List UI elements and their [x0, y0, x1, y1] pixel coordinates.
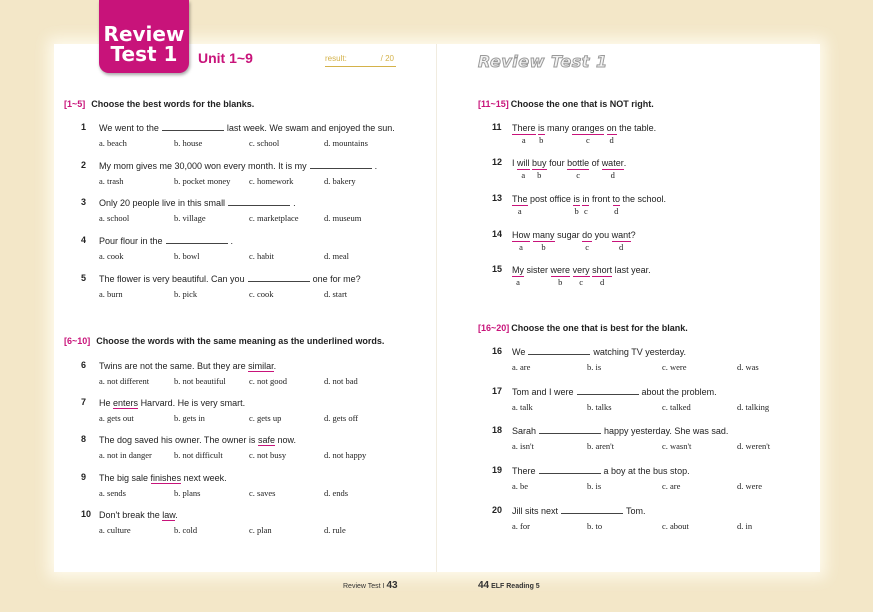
word: water	[601, 158, 624, 168]
letter-c: c	[585, 135, 590, 145]
word: of	[591, 158, 600, 168]
letter-d: d	[599, 277, 605, 287]
marked-word-b[interactable]	[538, 122, 545, 145]
question-number: 8	[81, 434, 87, 444]
tab-title-line2: Test 1	[110, 42, 178, 66]
option-b[interactable]: b. plans	[174, 488, 201, 498]
marked-word-a[interactable]	[512, 122, 536, 145]
option-a[interactable]: a. cook	[99, 251, 124, 261]
section-range: [16~20]	[478, 323, 510, 333]
word: ?	[630, 230, 636, 240]
answer-options	[99, 525, 439, 537]
answer-blank	[248, 273, 310, 282]
option-b[interactable]: b. pocket money	[174, 176, 231, 186]
section-header-3	[478, 99, 654, 109]
answer-options	[512, 521, 802, 533]
answer-options	[99, 289, 439, 301]
word: do	[582, 230, 593, 240]
underlined-word: law	[162, 510, 176, 520]
option-d[interactable]: d. were	[737, 481, 763, 491]
option-d[interactable]: d. start	[324, 289, 348, 299]
underlined-word: enters	[113, 398, 139, 408]
word: in	[582, 194, 590, 204]
question-16	[492, 346, 802, 374]
question-text: He	[99, 398, 111, 408]
section-range: [1~5]	[64, 99, 86, 109]
option-a[interactable]: a. burn	[99, 289, 123, 299]
answer-blank	[528, 346, 590, 355]
option-a[interactable]: a. are	[512, 362, 531, 372]
question-number: 6	[81, 360, 87, 370]
word: is	[538, 123, 545, 133]
question-number: 20	[492, 505, 503, 515]
answer-blank	[577, 386, 639, 395]
tab-title	[101, 24, 187, 64]
question-3	[81, 197, 439, 225]
marked-word-b[interactable]	[532, 157, 547, 180]
section-header-4	[478, 323, 688, 333]
answer-options	[99, 488, 439, 500]
answer-blank	[561, 505, 623, 514]
question-text: next week.	[183, 473, 227, 483]
question-text: one for me?	[312, 274, 361, 284]
question-number: 7	[81, 397, 87, 407]
word: were	[550, 265, 571, 275]
marked-word-a[interactable]	[512, 193, 528, 216]
question-number: 16	[492, 346, 503, 356]
option-b[interactable]: b. not difficult	[174, 450, 223, 460]
option-c[interactable]: c. were	[662, 362, 687, 372]
option-a[interactable]: a. isn't	[512, 441, 534, 451]
question-text: watching TV yesterday.	[593, 347, 687, 357]
question-10	[81, 509, 439, 537]
question-text: now.	[277, 435, 296, 445]
question-text: My mom gives me 30,000 won every month. It is my	[99, 161, 307, 171]
section-range: [11~15]	[478, 99, 509, 109]
letter-a: a	[519, 242, 523, 252]
underlined-word: finishes	[150, 473, 182, 483]
footer-right	[478, 580, 540, 591]
question-12	[492, 157, 627, 180]
option-b[interactable]: b. cold	[174, 525, 198, 535]
letter-c: c	[576, 170, 581, 180]
option-c[interactable]: c. habit	[249, 251, 275, 261]
question-4	[81, 235, 439, 263]
section-instruction: Choose the words with the same meaning as the underlined words.	[96, 336, 385, 346]
word: many	[532, 230, 555, 240]
word: the school.	[622, 194, 667, 204]
option-a[interactable]: a. not in danger	[99, 450, 152, 460]
marked-word-c[interactable]	[582, 229, 593, 252]
question-number: 9	[81, 472, 87, 482]
marked-word-b[interactable]	[550, 264, 571, 287]
option-d[interactable]: d. museum	[324, 213, 362, 223]
footer-label: ELF Reading 5	[491, 583, 540, 590]
letter-c: c	[585, 242, 589, 252]
option-d[interactable]: d. in	[737, 521, 753, 531]
question-6	[81, 360, 439, 388]
question-19	[492, 465, 802, 493]
word: on	[606, 123, 617, 133]
word: My	[512, 265, 524, 275]
answer-blank	[162, 122, 224, 131]
answer-blank	[310, 160, 372, 169]
question-text: .	[293, 198, 296, 208]
question-9	[81, 472, 439, 500]
question-20	[492, 505, 802, 533]
word: to	[612, 194, 621, 204]
option-a[interactable]: a. sends	[99, 488, 126, 498]
section-header-2	[64, 336, 384, 346]
question-number: 2	[81, 160, 87, 170]
question-number: 18	[492, 425, 503, 435]
marked-word-d[interactable]	[601, 157, 624, 180]
option-c[interactable]: c. cook	[249, 289, 274, 299]
question-text: We	[512, 347, 526, 357]
option-b[interactable]: b. talks	[587, 402, 612, 412]
question-number: 17	[492, 386, 503, 396]
answer-blank	[228, 197, 290, 206]
question-13	[492, 193, 667, 216]
option-d[interactable]: d. bakery	[324, 176, 356, 186]
word: sister	[526, 265, 549, 275]
option-d[interactable]: d. ends	[324, 488, 349, 498]
section-instruction: Choose the one that is NOT right.	[510, 99, 654, 109]
question-number: 14	[492, 229, 503, 239]
question-text: .	[374, 161, 378, 171]
question-2	[81, 160, 439, 188]
question-17	[492, 386, 802, 414]
answer-options	[99, 376, 439, 388]
question-text: The flower is very beautiful. Can you	[99, 274, 245, 284]
letter-b: b	[537, 170, 542, 180]
answer-blank	[166, 235, 228, 244]
result-field	[325, 54, 396, 67]
option-a[interactable]: a. school	[99, 213, 130, 223]
option-a[interactable]: a. culture	[99, 525, 131, 535]
word: The	[512, 194, 528, 204]
option-b[interactable]: b. to	[587, 521, 603, 531]
option-c[interactable]: c. are	[662, 481, 681, 491]
section-instruction: Choose the best words for the blanks.	[91, 99, 255, 109]
option-b[interactable]: b. aren't	[587, 441, 615, 451]
letter-c: c	[579, 277, 583, 287]
page-number: 43	[386, 580, 398, 591]
word: front	[591, 194, 610, 204]
word: short	[592, 265, 613, 275]
question-text: Sarah	[512, 426, 537, 436]
option-c[interactable]: c. homework	[249, 176, 294, 186]
question-number: 10	[81, 509, 92, 519]
letter-a: a	[517, 206, 522, 216]
option-d[interactable]: d. was	[737, 362, 759, 372]
page-number: 44	[478, 580, 490, 591]
answer-options	[99, 450, 439, 462]
section-range: [6~10]	[64, 336, 91, 346]
answer-options	[512, 362, 802, 374]
question-text: Tom and I were	[512, 387, 574, 397]
marked-word-d[interactable]	[612, 193, 621, 216]
question-text: The big sale	[99, 473, 149, 483]
option-c[interactable]: c. not good	[249, 376, 288, 386]
question-number: 15	[492, 264, 503, 274]
footer-left	[343, 580, 398, 591]
letter-b: b	[574, 206, 579, 216]
question-text: Only 20 people live in this small	[99, 198, 226, 208]
word: sugar	[557, 230, 580, 240]
marked-word-b[interactable]	[532, 229, 555, 252]
question-text: The dog saved his owner. The owner is	[99, 435, 256, 445]
question-text: .	[273, 361, 277, 371]
option-b[interactable]: b. house	[174, 138, 203, 148]
question-11	[492, 122, 657, 145]
marked-word-c[interactable]	[571, 122, 605, 145]
result-label: result:	[325, 54, 347, 63]
letter-b: b	[558, 277, 563, 287]
question-text: Jill sits next	[512, 506, 559, 516]
option-d[interactable]: d. meal	[324, 251, 350, 261]
word: very	[572, 265, 590, 275]
question-text: We went to the	[99, 123, 159, 133]
marked-word-c[interactable]	[582, 193, 590, 216]
word: bottle	[567, 158, 590, 168]
question-number: 11	[492, 122, 502, 132]
word: I	[512, 158, 515, 168]
question-text: There	[512, 466, 536, 476]
option-a[interactable]: a. gets out	[99, 413, 134, 423]
question-1	[81, 122, 439, 150]
word: oranges	[571, 123, 605, 133]
marked-word-c[interactable]	[567, 157, 590, 180]
underlined-word: safe	[257, 435, 275, 445]
marked-word-b[interactable]	[573, 193, 580, 216]
result-score: / 20	[380, 54, 394, 63]
letter-a: a	[521, 170, 526, 180]
option-a[interactable]: a. beach	[99, 138, 127, 148]
right-page-title: Review Test 1	[478, 52, 608, 71]
letter-c: c	[584, 206, 588, 216]
letter-a: a	[521, 135, 526, 145]
word: .	[623, 158, 627, 168]
option-c[interactable]: c. plan	[249, 525, 272, 535]
option-c[interactable]: c. wasn't	[662, 441, 692, 451]
question-text: Pour flour in the	[99, 236, 163, 246]
question-7	[81, 397, 439, 425]
question-text: Twins are not the same. But they are	[99, 361, 246, 371]
answer-options	[99, 213, 439, 225]
word: want	[611, 230, 631, 240]
marked-word-a[interactable]	[517, 157, 530, 180]
answer-options	[512, 441, 802, 453]
question-number: 5	[81, 273, 87, 283]
answer-options	[512, 481, 802, 493]
marked-word-d[interactable]	[606, 122, 617, 145]
marked-word-a[interactable]	[512, 229, 531, 252]
marked-word-d[interactable]	[592, 264, 613, 287]
option-c[interactable]: c. not busy	[249, 450, 287, 460]
option-c[interactable]: c. saves	[249, 488, 276, 498]
option-c[interactable]: c. marketplace	[249, 213, 299, 223]
answer-options	[99, 176, 439, 188]
question-8	[81, 434, 439, 462]
unit-label: Unit 1~9	[198, 50, 253, 66]
option-d[interactable]: d. weren't	[737, 441, 771, 451]
option-a[interactable]: a. for	[512, 521, 530, 531]
option-d[interactable]: d. mountains	[324, 138, 368, 148]
option-b[interactable]: b. pick	[174, 289, 198, 299]
question-5	[81, 273, 439, 301]
letter-b: b	[539, 135, 544, 145]
option-c[interactable]: c. about	[662, 521, 689, 531]
option-d[interactable]: d. rule	[324, 525, 346, 535]
question-text: a boy at the bus stop.	[603, 466, 690, 476]
underlined-word: similar	[248, 361, 274, 371]
tab-title-line1: Review	[103, 22, 185, 46]
option-d[interactable]: d. not happy	[324, 450, 367, 460]
word: last year.	[614, 265, 651, 275]
question-text: last week. We swam and enjoyed the sun.	[226, 123, 395, 133]
word: the table.	[619, 123, 657, 133]
answer-options	[512, 402, 802, 414]
word: four	[549, 158, 565, 168]
question-text: happy yesterday. She was sad.	[604, 426, 729, 436]
question-text: Don't break the	[99, 510, 160, 520]
letter-b: b	[541, 242, 546, 252]
word: There	[512, 123, 536, 133]
question-text: Tom.	[626, 506, 646, 516]
option-b[interactable]: b. not beautiful	[174, 376, 226, 386]
word: many	[547, 123, 570, 133]
letter-d: d	[609, 135, 614, 145]
option-c[interactable]: c. school	[249, 138, 280, 148]
question-number: 1	[81, 122, 87, 132]
question-number: 19	[492, 465, 503, 475]
option-c[interactable]: c. gets up	[249, 413, 282, 423]
option-b[interactable]: b. bowl	[174, 251, 200, 261]
question-number: 4	[81, 235, 87, 245]
letter-a: a	[516, 277, 520, 287]
option-b[interactable]: b. village	[174, 213, 206, 223]
marked-word-a[interactable]	[512, 264, 524, 287]
word: post office	[530, 194, 571, 204]
question-number: 12	[492, 157, 503, 167]
word: How	[512, 230, 531, 240]
question-text: about the problem.	[641, 387, 717, 397]
answer-blank	[539, 425, 601, 434]
question-text: .	[230, 236, 234, 246]
option-a[interactable]: a. not different	[99, 376, 150, 386]
option-b[interactable]: b. gets in	[174, 413, 205, 423]
footer-label: Review Test I	[343, 583, 385, 590]
option-a[interactable]: a. be	[512, 481, 529, 491]
question-number: 3	[81, 197, 87, 207]
question-18	[492, 425, 802, 453]
question-number: 13	[492, 193, 503, 203]
answer-options	[99, 251, 439, 263]
letter-d: d	[614, 206, 619, 216]
question-text: Harvard. He is very smart.	[140, 398, 246, 408]
question-15	[492, 264, 651, 287]
word: you	[594, 230, 610, 240]
word: is	[573, 194, 580, 204]
option-a[interactable]: a. trash	[99, 176, 124, 186]
word: will	[517, 158, 530, 168]
option-b[interactable]: b. is	[587, 481, 602, 491]
letter-d: d	[610, 170, 615, 180]
option-d[interactable]: d. gets off	[324, 413, 359, 423]
section-instruction: Choose the one that is best for the blank.	[511, 323, 688, 333]
answer-blank	[539, 465, 601, 474]
answer-options	[99, 138, 439, 150]
option-a[interactable]: a. talk	[512, 402, 533, 412]
question-14	[492, 229, 636, 252]
section-header-1	[64, 99, 254, 109]
question-text: .	[175, 510, 178, 520]
letter-d: d	[619, 242, 624, 252]
option-b[interactable]: b. is	[587, 362, 602, 372]
marked-word-d[interactable]	[611, 229, 631, 252]
marked-word-c[interactable]	[572, 264, 590, 287]
option-d[interactable]: d. talking	[737, 402, 770, 412]
answer-options	[99, 413, 439, 425]
option-d[interactable]: d. not bad	[324, 376, 358, 386]
word: buy	[532, 158, 547, 168]
option-c[interactable]: c. talked	[662, 402, 691, 412]
